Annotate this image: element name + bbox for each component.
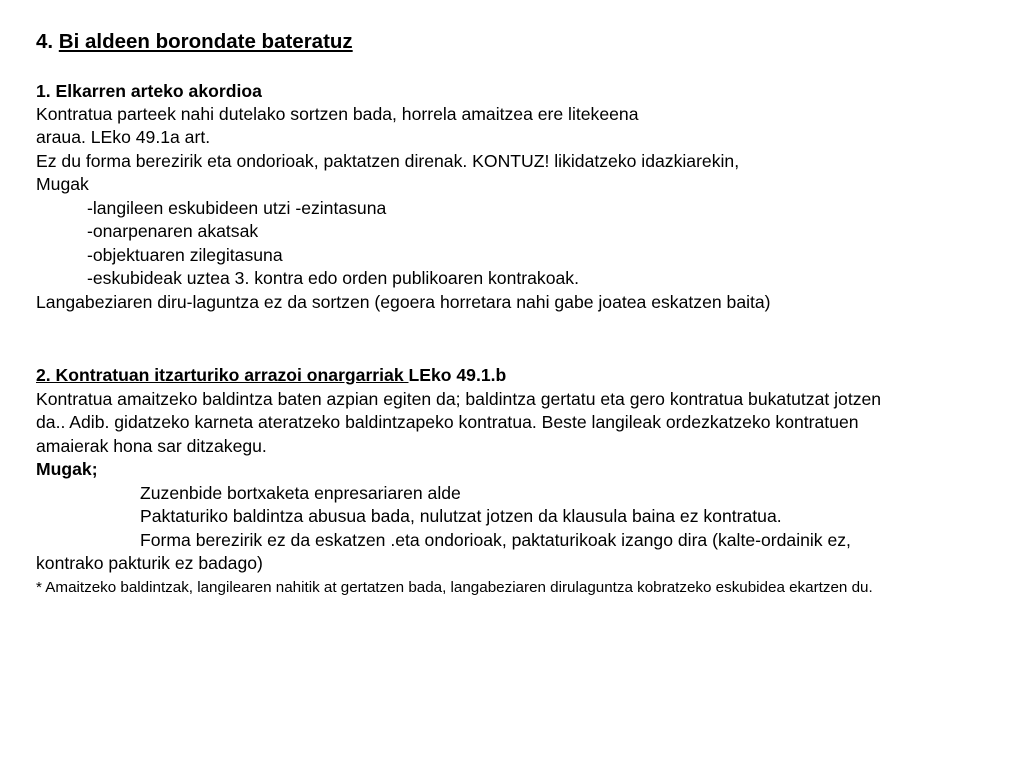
section2-heading bbox=[36, 364, 506, 386]
section2-limit-item-continued: kontrako pakturik ez badago) bbox=[36, 553, 263, 573]
page-title bbox=[36, 29, 353, 55]
section1-paragraph-line: araua. LEko 49.1a art. bbox=[36, 127, 211, 147]
section2-limit-item: Zuzenbide bortxaketa enpresariaren alde bbox=[140, 483, 461, 503]
section2-limit-item: Forma berezirik ez da eskatzen .eta ondorioak, paktaturikoak izango dira (kalte-ordainik ez, bbox=[140, 530, 851, 550]
section1-note: Langabeziaren diru-laguntza ez da sortzen (egoera horretara nahi gabe joatea eskatzen baita) bbox=[36, 292, 771, 312]
title-number: 4. bbox=[36, 30, 59, 53]
section2-heading-ref: LEko 49.1.b bbox=[408, 365, 507, 385]
section1-limit-item: -langileen eskubideen utzi -ezintasuna bbox=[87, 198, 387, 218]
section1-limits-label: Mugak bbox=[36, 174, 89, 194]
section1-paragraph-line: Ez du forma berezirik eta ondorioak, paktatzen direnak. KONTUZ! likidatzeko idazkiarekin, bbox=[36, 151, 740, 171]
section2-heading-title: 2. Kontratuan itzarturiko arrazoi onargarriak bbox=[36, 365, 409, 385]
footnote: * Amaitzeko baldintzak, langilearen nahitik at gertatzen bada, langabeziaren dirulaguntza kobratzeko eskubidea ekartzen du. bbox=[36, 579, 873, 596]
section1-limit-item: -onarpenaren akatsak bbox=[87, 221, 259, 241]
section1-limit-item: -objektuaren zilegitasuna bbox=[87, 245, 283, 265]
section1-limit-item: -eskubideak uztea 3. kontra edo orden publikoaren kontrakoak. bbox=[87, 268, 579, 288]
section1-paragraph-line: Kontratua parteek nahi dutelako sortzen bada, horrela amaitzea ere litekeena bbox=[36, 104, 639, 124]
section2-paragraph-line: da.. Adib. gidatzeko karneta ateratzeko baldintzapeko kontratua. Beste langileak ordezkatzeko kontratuen bbox=[36, 412, 859, 432]
title-text: Bi aldeen borondate bateratuz bbox=[58, 30, 353, 53]
section1-heading: 1. Elkarren arteko akordioa bbox=[36, 81, 262, 101]
section2-paragraph-line: Kontratua amaitzeko baldintza baten azpian egiten da; baldintza gertatu eta gero kontratua bukatutzat jotzen bbox=[36, 389, 882, 409]
section2-limit-item: Paktaturiko baldintza abusua bada, nulutzat jotzen da klausula baina ez kontratua. bbox=[140, 506, 782, 526]
section2-paragraph-line: amaierak hona sar ditzakegu. bbox=[36, 436, 267, 456]
section2-limits-label: Mugak; bbox=[36, 459, 98, 479]
